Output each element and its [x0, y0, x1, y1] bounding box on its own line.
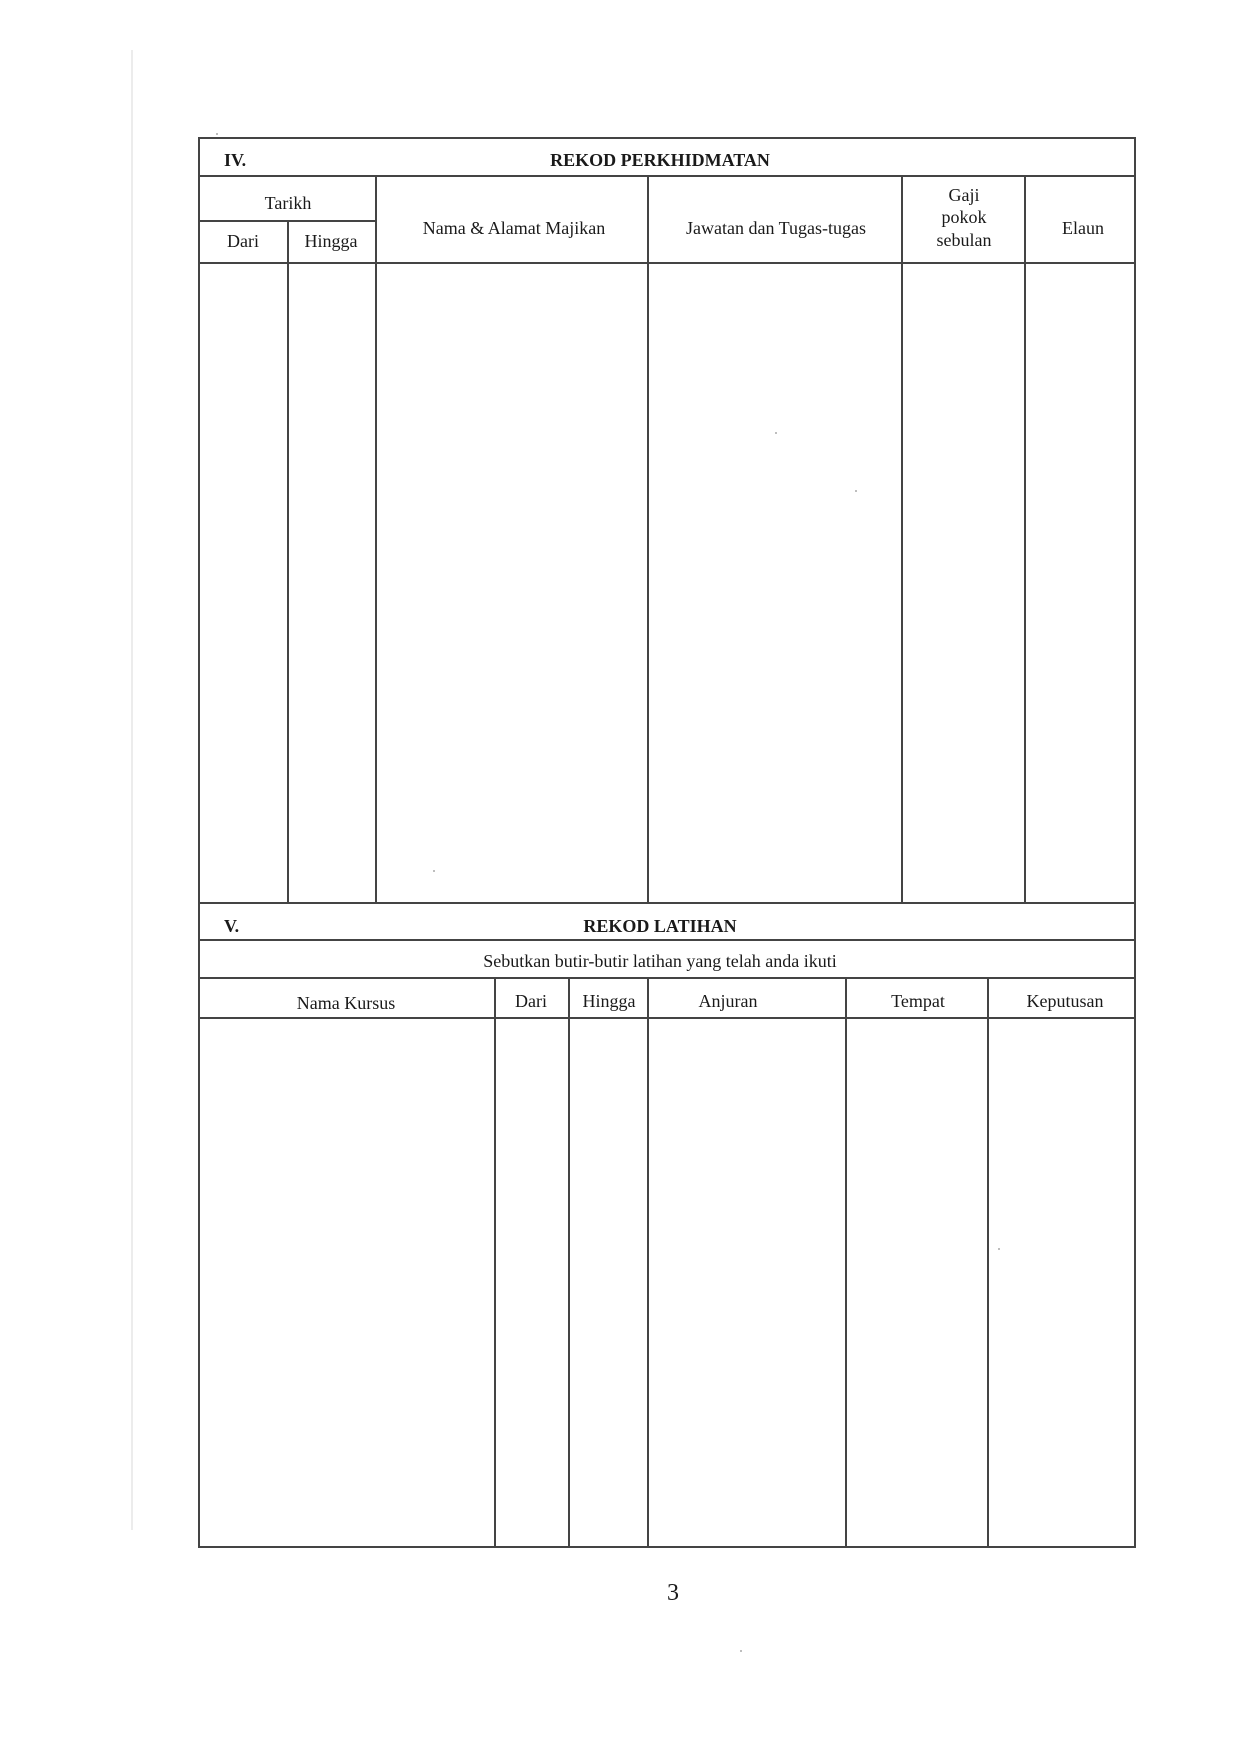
page-number: 3 — [667, 1580, 679, 1606]
latihan-hingga-header: Hingga — [582, 991, 636, 1011]
tempat-header: Tempat — [891, 991, 945, 1011]
gaji-header-line3: sebulan — [936, 230, 992, 250]
scan-speck — [433, 870, 435, 872]
scan-speck — [775, 432, 777, 434]
gaji-header-line2: pokok — [941, 207, 987, 227]
section-v-instruction: Sebutkan butir-butir latihan yang telah anda ikuti — [483, 951, 837, 971]
frame-bottom-border — [198, 1546, 1136, 1548]
jawatan-tugas-header: Jawatan dan Tugas-tugas — [686, 218, 866, 238]
scan-speck — [216, 133, 218, 135]
gaji-header-line1: Gaji — [948, 185, 980, 205]
section-iv-entry-area[interactable] — [200, 264, 1134, 902]
section-v-entry-area[interactable] — [200, 1019, 1134, 1546]
elaun-header: Elaun — [1062, 218, 1104, 238]
latihan-dari-header: Dari — [515, 991, 547, 1011]
scan-speck — [855, 490, 857, 492]
section-iv-title-divider — [198, 175, 1136, 177]
scan-speck — [998, 1248, 1000, 1250]
section-v-instruction-divider — [198, 977, 1136, 979]
section-iv-number: IV. — [224, 150, 247, 170]
section-v-title: REKOD LATIHAN — [583, 916, 737, 936]
frame-top-border — [198, 137, 1136, 139]
nama-kursus-header: Nama Kursus — [296, 993, 396, 1013]
anjuran-header: Anjuran — [698, 991, 758, 1011]
tarikh-header: Tarikh — [264, 193, 312, 213]
application-form-page — [198, 137, 1136, 1548]
hingga-header: Hingga — [304, 231, 358, 251]
section-iv-title: REKOD PERKHIDMATAN — [550, 150, 770, 170]
frame-right-border — [1134, 137, 1136, 1548]
scan-speck — [740, 1650, 742, 1652]
dari-header: Dari — [227, 231, 259, 251]
section-v-top-border — [198, 902, 1136, 904]
scan-edge — [131, 50, 133, 1530]
section-v-title-divider — [198, 939, 1136, 941]
nama-alamat-majikan-header: Nama & Alamat Majikan — [422, 218, 606, 238]
keputusan-header: Keputusan — [1026, 991, 1104, 1011]
section-v-number: V. — [224, 916, 240, 936]
